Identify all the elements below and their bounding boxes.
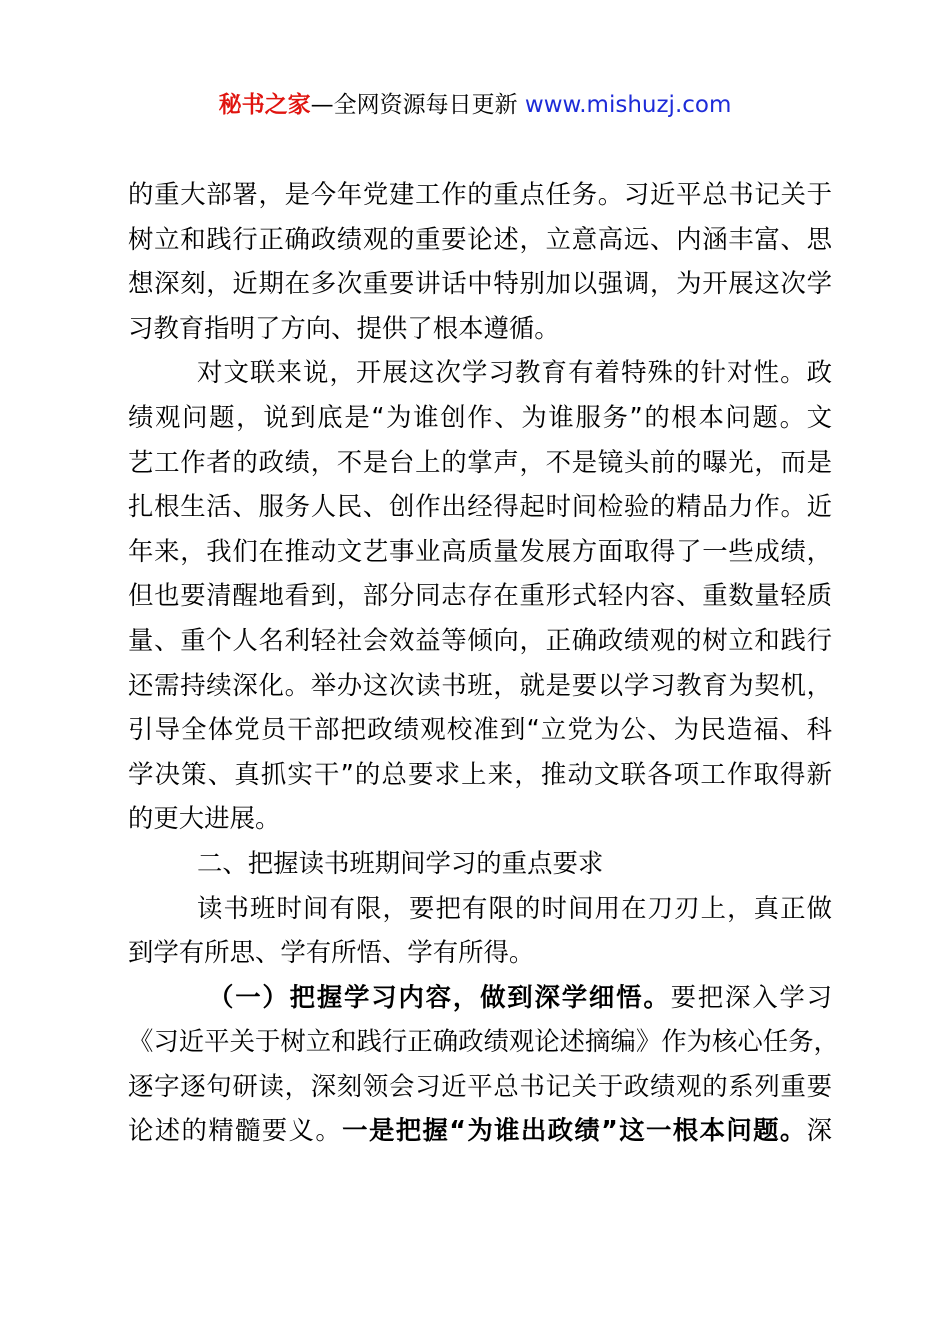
site-url[interactable]: www.mishuzj.com (524, 92, 732, 118)
text-line (128, 1108, 832, 1153)
text-line: 到学有所思、学有所悟、学有所得。 (128, 937, 535, 968)
text-line: 但也要清醒地看到，部分同志存在重形式轻内容、重数量轻质 (128, 580, 832, 611)
text-line: 对文联来说，开展这次学习教育有着特殊的针对性。政 (197, 357, 832, 388)
site-brand: 秘书之家 (218, 92, 311, 118)
text-line: 想深刻，近期在多次重要讲话中特别加以强调，为开展这次学 (128, 268, 832, 299)
text-line: 习教育指明了方向、提供了根本遵循。 (128, 312, 560, 343)
text-line: 《习近平关于树立和践行正确政绩观论述摘编》作为核心任务， (128, 1026, 839, 1057)
text-line: 的更大进展。 (128, 803, 281, 834)
emphasis-text: 一是把握“为谁出政绩”这一根本问题。 (342, 1115, 807, 1146)
text-line: 的重大部署，是今年党建工作的重点任务。习近平总书记关于 (128, 179, 832, 209)
site-header (0, 88, 950, 122)
text-line: 量、重个人名利轻社会效益等倾向，正确政绩观的树立和践行 (128, 624, 832, 655)
site-tagline: —全网资源每日更新 (310, 92, 525, 118)
text-line: 引导全体党员干部把政绩观校准到“立党为公、为民造福、科 (128, 714, 832, 745)
text-line: 学决策、真抓实干”的总要求上来，推动文联各项工作取得新 (128, 758, 832, 789)
text-line: 逐字逐句研读，深刻领会习近平总书记关于政绩观的系列重要 (128, 1070, 832, 1101)
text-line: 树立和践行正确政绩观的重要论述，立意高远、内涵丰富、思 (128, 223, 832, 254)
text-line: 年来，我们在推动文艺事业高质量发展方面取得了一些成绩， (128, 535, 832, 566)
text-span: 深 (806, 1115, 833, 1146)
text-line: 扎根生活、服务人民、创作出经得起时间检验的精品力作。近 (128, 491, 832, 522)
text-line: 读书班时间有限，要把有限的时间用在刀刃上，真正做 (197, 892, 832, 923)
text-line (128, 975, 832, 1020)
document-body (128, 172, 839, 1153)
text-line: 绩观问题，说到底是“为谁创作、为谁服务”的根本问题。文 (128, 401, 832, 432)
text-span: 论述的精髓要义。 (128, 1115, 343, 1146)
section-heading: 二、把握读书班期间学习的重点要求 (197, 847, 604, 878)
subsection-heading: （一）把握学习内容，做到深学细悟。 (208, 981, 671, 1012)
text-line: 艺工作者的政绩，不是台上的掌声，不是镜头前的曝光，而是 (128, 446, 832, 477)
text-line: 还需持续深化。举办这次读书班，就是要以学习教育为契机， (128, 669, 832, 700)
text-span: 要把深入学习 (670, 981, 833, 1012)
